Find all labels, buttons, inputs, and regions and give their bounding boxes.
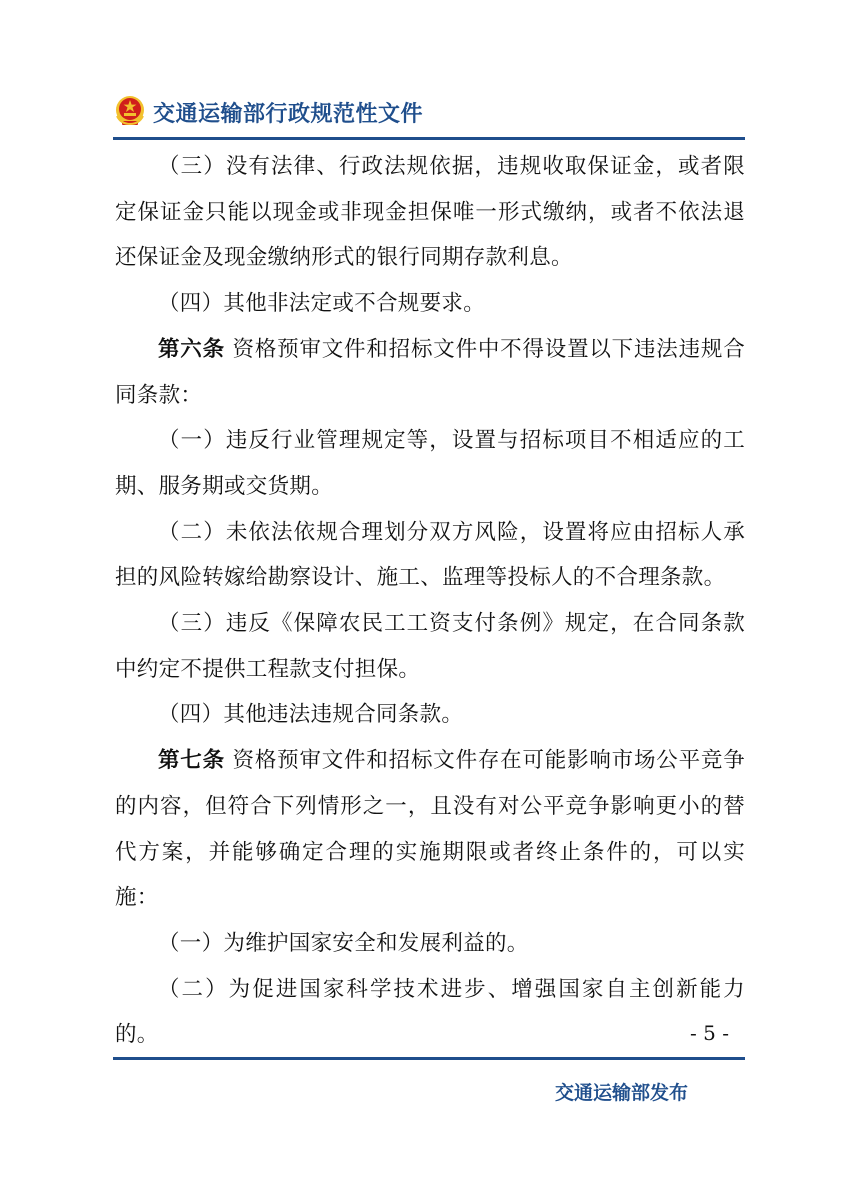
paragraph-text: （四）其他非法定或不合规要求。 bbox=[158, 291, 486, 317]
paragraph bbox=[115, 921, 745, 967]
paragraph bbox=[115, 327, 745, 418]
paragraph-text: （三）没有法律、行政法规依据，违规收取保证金，或者限定保证金只能以现金或非现金担保唯一形式缴纳，或者不依法退还保证金及现金缴纳形式的银行同期存款利息。 bbox=[115, 154, 745, 271]
document-header bbox=[113, 88, 745, 136]
article-number: 第七条 bbox=[158, 748, 225, 774]
paragraph bbox=[115, 601, 745, 692]
paragraph bbox=[115, 510, 745, 601]
footer-publisher: 交通运输部发布 bbox=[555, 1082, 689, 1104]
paragraph-text: （二）未依法依规合理划分双方风险，设置将应由招标人承担的风险转嫁给勘察设计、施工、监理等投标人的不合理条款。 bbox=[115, 519, 745, 591]
footer-divider bbox=[113, 1057, 745, 1060]
paragraph bbox=[115, 144, 745, 281]
header-divider bbox=[113, 137, 745, 140]
paragraph-text: （一）违反行业管理规定等，设置与招标项目不相适应的工期、服务期或交货期。 bbox=[115, 428, 745, 499]
document-body bbox=[115, 144, 745, 1058]
paragraph-text: （二）为促进国家科学技术进步、增强国家自主创新能力的。 bbox=[115, 976, 745, 1048]
article-number: 第六条 bbox=[158, 336, 225, 362]
paragraph bbox=[115, 738, 745, 921]
paragraph bbox=[115, 281, 745, 327]
paragraph-text: 资格预审文件和招标文件存在可能影响市场公平竞争的内容，但符合下列情形之一，且没有对公平竞争影响更小的替代方案，并能够确定合理的实施期限或者终止条件的，可以实施： bbox=[115, 748, 745, 911]
national-emblem-icon bbox=[113, 94, 147, 128]
paragraph-text: 资格预审文件和招标文件中不得设置以下违法违规合同条款： bbox=[115, 336, 745, 408]
paragraph bbox=[115, 418, 745, 509]
page-number: - 5 - bbox=[690, 1021, 729, 1045]
paragraph-text: （三）违反《保障农民工工资支付条例》规定，在合同条款中约定不提供工程款支付担保。 bbox=[115, 611, 745, 682]
paragraph bbox=[115, 967, 745, 1058]
paragraph-text: （一）为维护国家安全和发展利益的。 bbox=[158, 930, 529, 956]
paragraph bbox=[115, 692, 745, 738]
paragraph-text: （四）其他违法违规合同条款。 bbox=[158, 702, 464, 728]
header-title: 交通运输部行政规范性文件 bbox=[153, 102, 424, 127]
